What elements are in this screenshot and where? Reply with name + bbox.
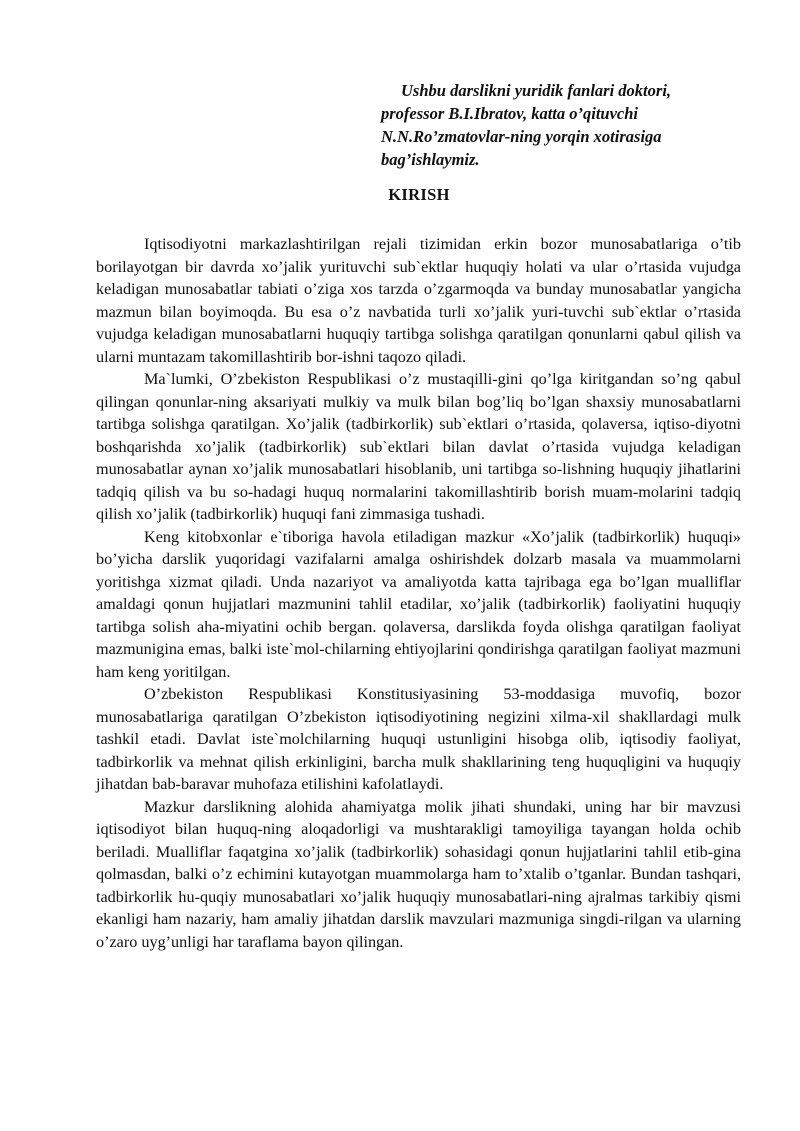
body-text [96, 233, 741, 953]
paragraph: Ma`lumki, O’zbekiston Respublikasi o’z mustaqilli-gini qo’lga kiritgandan so’ng qabul qilingan qonunlar-ning aksariyati mulkiy va mulk bilan bog’liq bo’lgan shaxsiy munosabatlarni tartibga solishga qaratilgan. Xo’jalik (tadbirkorlik) sub`ektlari o’rtasida, qolaversa, iqtiso-diyotni boshqarishda xo’jalik (tadbirkorlik) sub`ektlari bilan davlat o’rtasida vujudga keladigan munosabatlar aynan xo’jalik munosabatlari hisoblanib, uni tartibga so-lishning huquqiy jihatlarini tadqiq qilish va bu so-hadagi huquq normalarini takomillashtirib borish muam-molarini tadqiq qilish xo’jalik (tadbirkorlik) huquqi fani zimmasiga tushadi. [96, 370, 741, 523]
paragraph: O’zbekiston Respublikasi Konstitusiyasining 53-moddasiga muvofiq, bozor munosabatlariga qaratilgan O’zbekiston iqtisodiyotining negizini xilma-xil shakllardagi mulk tashkil etadi. Davlat iste`molchilarning huquqi ustunligini hisobga olib, iqtisodiy faoliyat, tadbirkorlik va mehnat qilish erkinligini, barcha mulk shakllarining teng huquqligini va huquqiy jihatdan bab-baravar muhofaza etilishini kafolatlaydi. [96, 685, 741, 793]
paragraph: Mazkur darslikning alohida ahamiyatga molik jihati shundaki, uning har bir mavzusi iqtisodiyot bilan huquq-ning aloqadorligi va mushtarakligi tamoyiliga tayangan holda ochib beriladi. Mualliflar faqatgina xo’jalik (tadbirkorlik) sohasidagi qonun hujjatlarini tahlil etib-gina qolmasdan, balki o’z echimini kutayotgan muammolarga ham to’xtalib o’tganlar. Bundan tashqari, tadbirkorlik hu-quqiy munosabatlari xo’jalik huquqiy munosabatlari-ning ajralmas tarkibiy qismi ekanligi ham nazariy, ham amaliy jihatdan darslik mavzulari mazmuniga singdi-rilgan va ularning o’zaro uyg’unligi har taraflama bayon qilingan. [96, 797, 741, 951]
paragraph: Iqtisodiyotni markazlashtirilgan rejali tizimidan erkin bozor munosabatlariga o’tib borilayotgan bir davrda xo’jalik yurituvchi sub`ektlar huquqiy holati va ular o’rtasida vujudga keladigan munosabatlar tabiati o’ziga xos tarzda o’zgarmoqda va bunday munosabatlar yangicha mazmun bilan boyimoqda. Bu esa o’z navbatida turli xo’jalik yuri-tuvchi sub`ektlar o’rtasida vujudga keladigan munosabatlarni huquqiy tartibga solishga qaratilgan qonunlarni qabul qilish va ularni muntazam takomillashtirib bor-ishni taqozo qiladi. [96, 235, 741, 366]
dedication-line: bag’ishlaymiz. [381, 150, 480, 169]
dedication-line: professor B.I.Ibratov, katta o’qituvchi [381, 104, 638, 123]
dedication-line: Ushbu darslikni yuridik fanlari doktori, [401, 81, 672, 100]
paragraph: Keng kitobxonlar e`tiboriga havola etiladigan mazkur «Xo’jalik (tadbirkorlik) huquqi» bo’yicha darslik yuqoridagi vazifalarni amalga oshirishdek dolzarb masala va muammolarni yoritishga xizmat qiladi. Unda nazariyot va amaliyotda katta tajribaga ega bo’lgan mualliflar amaldagi qonun hujjatlari mazmunini tahlil etadilar, xo’jalik (tadbirkorlik) faoliyatini huquqiy tartibga solish aha-miyatini ochib bergan. qolaversa, darslikda foyda olishga qaratilgan faoliyat mazmunigina emas, balki iste`mol-chilarning ehtiyojlarini qondirishga qaratilgan faoliyat mazmuni ham keng yoritilgan. [96, 527, 741, 681]
dedication [381, 79, 761, 171]
dedication-line: N.N.Ro’zmatovlar-ning yorqin xotirasiga [381, 127, 662, 146]
section-heading: KIRISH [388, 185, 450, 204]
